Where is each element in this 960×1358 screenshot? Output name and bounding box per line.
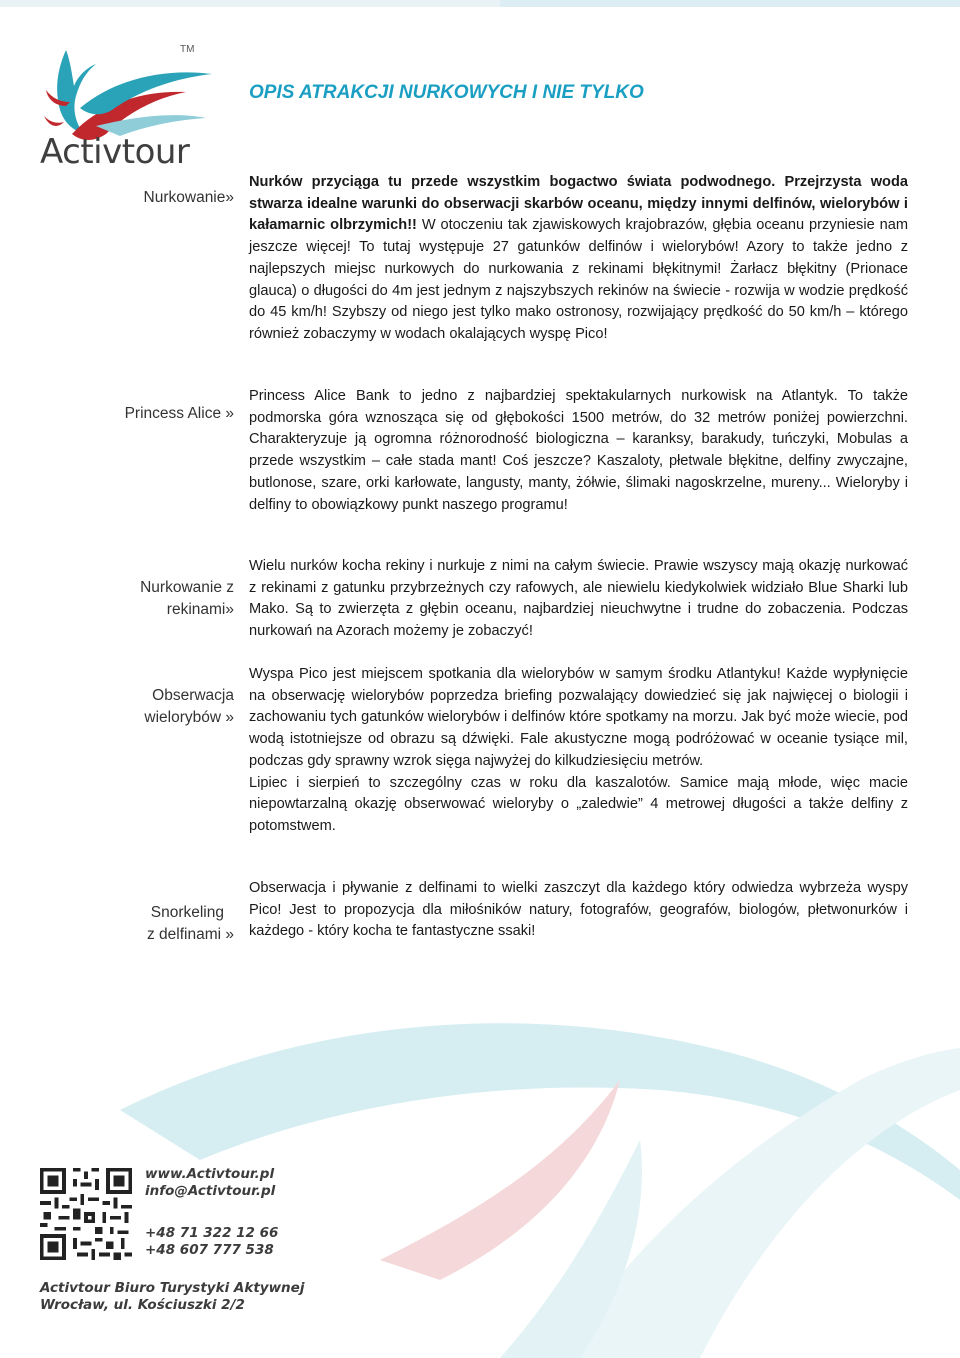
sidebar-item-label-line1: Nurkowanie z	[140, 579, 234, 596]
phone-number-2: +48 607 777 538	[145, 1242, 274, 1258]
section-text: Wyspa Pico jest miejscem spotkania dla wielorybów w samym środku Atlantyku! Każde wypłynięcie na obserwację wielorybów poprzedza briefing pozwalający dowiedzieć się jak najwięcej o biologii i zachowaniu tych gatunków wielorybów i delfinów które spotkamy na morzu. Jak być może wiecie, pod wodą istotniejsze od obrazu są dźwięki. Fale akustyczne mogą podróżować w oceanie tysiące mil, podczas gdy sprawny wzrok sięga najwyżej do kilkudziesięciu metrów.	[249, 666, 908, 769]
page-title: OPIS ATRAKCJI NURKOWYCH I NIE TYLKO	[249, 82, 644, 103]
section-rekiny: Wielu nurków kocha rekiny i nurkuje z nimi na całym świecie. Prawie wszyscy mają okazję nurkować z rekinami z gatunku przybrzeżnych czy rafowych, ale niewielu kiedykolwiek widziało Blue Sharki lub Mako. Są to zwierzęta z głębin oceanu, najbardziej nieuchwytne i trudne do zobaczenia. Podczas nurkowań na Azorach możemy je zobaczyć!	[249, 558, 908, 640]
section-nurkowanie	[249, 172, 908, 346]
sidebar-item-princess-alice[interactable]	[125, 403, 234, 425]
sidebar-item-label-line2: rekinami»	[166, 601, 234, 618]
sidebar-item-label-line2: z delfinami »	[146, 926, 234, 943]
section-lead-bold: Nurków przyciąga tu przede wszystkim bogactwo świata podwodnego. Przejrzysta woda stwarza idealne warunki do obserwacji skarbów oceanu, między innymi delfinów, wielorybów i kałamarnic olbrzymich!!	[249, 174, 908, 234]
section-delfiny: Obserwacja i pływanie z delfinami to wielki zaszczyt dla każdego który odwiedza wybrzeża wyspy Pico! Jest to propozycja dla miłośników natury, fotografów, geografów, biologów, płetwonurków i każdego - który kocha te fantastyczne ssaki!	[249, 880, 908, 940]
sidebar-item-obserwacja-wielorybow[interactable]	[144, 685, 234, 729]
sidebar-item-snorkeling[interactable]	[147, 902, 234, 946]
email-link[interactable]: info@Activtour.pl	[145, 1183, 276, 1199]
sidebar-item-label-line2: wielorybów »	[144, 709, 234, 726]
sidebar-item-label: Princess Alice »	[124, 405, 234, 422]
qr-code	[40, 1168, 132, 1260]
section-text: W otoczeniu tak zjawiskowych krajobrazów, głębia oceanu przyniesie nam jeszcze więcej! To tutaj występuje 27 gatunków delfinów i wielorybów! Azory to także jedno z najlepszych miejsc nurkowych do nurkowania z rekinami błękitnymi! Żarłacz błękitny (Prionace glauca) o długości do 4m jest jednym z najszybszych rekinów na świecie - rozwija w wodzie prędkość do 45 km/h! Szybszy od niego jest tylko mako ostronosy, rozwijający prędkość do 50 km/h – którego również zobaczymy w wodach okalających wyspę Pico!	[249, 217, 908, 342]
sidebar-item-nurkowanie[interactable]	[144, 187, 234, 209]
contact-phones	[145, 1225, 278, 1259]
section-wieloryby	[249, 664, 908, 838]
section-princess-alice: Princess Alice Bank to jedno z najbardziej spektakularnych nurkowisk na Atlantyk. To także podmorska góra wznosząca się od głębokości 1500 metrów, do 32 metrów poniżej powierzchni. Charakteryzuje ją ogromna różnorodność biologiczna – karanksy, barakudy, tuńczyki, Mobulas a przede wszystkim – całe stada mant! Coś jeszcze? Kaszaloty, płetwale błękitne, delfiny zwyczajne, butlonose, szare, orki karłowate, langusty, manty, żółwie, ślimaki nagoskrzelne, mureny... Wieloryby i delfiny to obowiązkowy punkt naszego programu!	[249, 388, 908, 513]
top-color-strip	[0, 0, 960, 7]
sidebar-item-label-line1: Obserwacja	[152, 687, 234, 704]
address-line: Wrocław, ul. Kościuszki 2/2	[40, 1297, 245, 1313]
contact-web	[145, 1166, 275, 1200]
sidebar-item-label-line1: Snorkeling	[150, 904, 224, 921]
logo-wordmark: Activtour	[40, 132, 190, 172]
sidebar-item-label: Nurkowanie»	[143, 189, 234, 206]
phone-number-1: +48 71 322 12 66	[145, 1225, 279, 1241]
sidebar-item-nurkowanie-z-rekinami[interactable]	[140, 577, 234, 621]
company-address	[40, 1280, 304, 1314]
trademark-symbol: TM	[180, 44, 195, 55]
company-name: Activtour Biuro Turystyki Aktywnej	[40, 1280, 305, 1296]
section-text-2: Lipiec i sierpień to szczególny czas w roku dla kaszalotów. Samice mają młode, więc macie niepowtarzalną okazję obserwować wieloryby o „zaledwie” 4 metrowej długości a także delfiny z potomstwem.	[249, 774, 908, 834]
website-link[interactable]: www.Activtour.pl	[145, 1166, 275, 1182]
